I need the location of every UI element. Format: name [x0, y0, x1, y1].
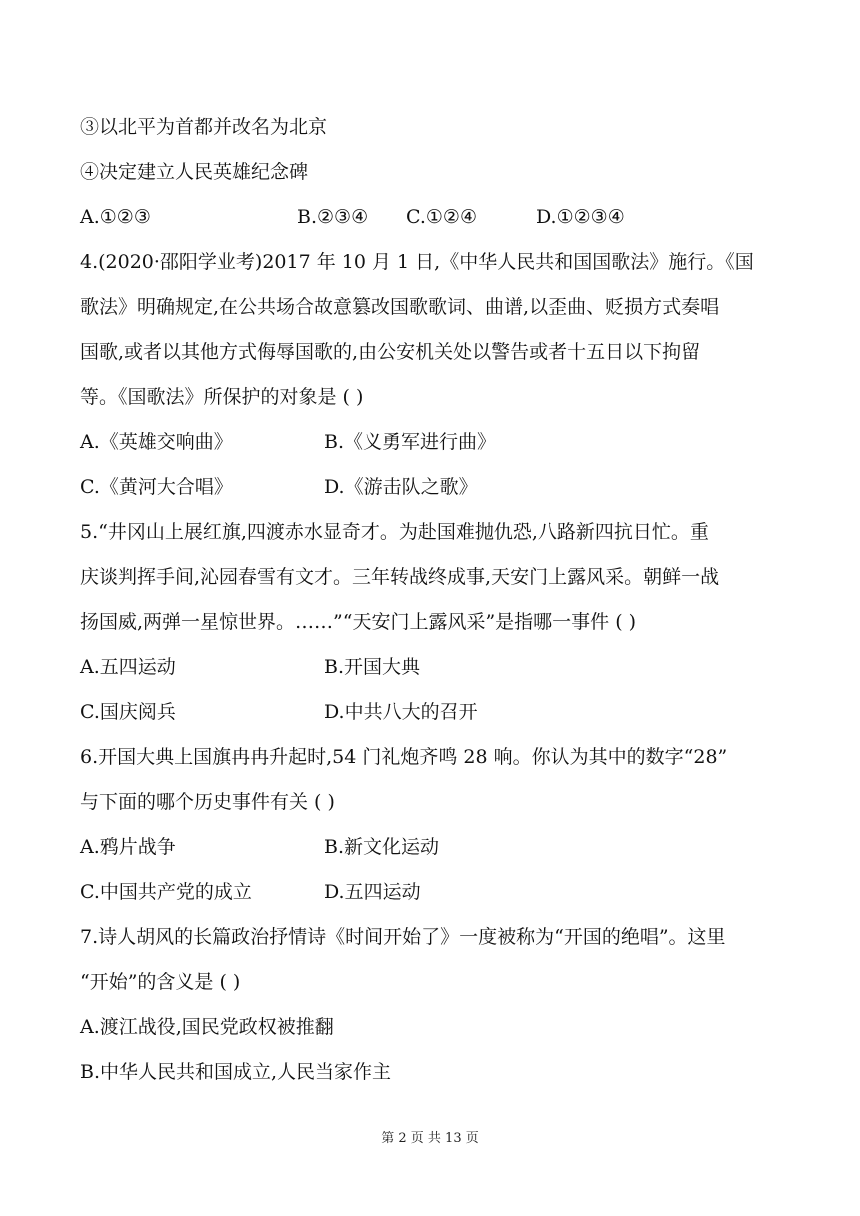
list-item-4: ④决定建立人民英雄纪念碑 [80, 161, 309, 183]
q5-line-2: 庆谈判挥手间,沁园春雪有文才。三年转战终成事,天安门上露风采。朝鲜一战 [80, 566, 720, 588]
q6-option-d: D.五四运动 [324, 881, 421, 903]
q5-line-3: 扬国威,两弹一星惊世界。……”“天安门上露风采”是指哪一事件 ( ) [80, 611, 637, 633]
q6-line-2: 与下面的哪个历史事件有关 ( ) [80, 791, 335, 813]
q5-line-1: 5.“井冈山上展红旗,四渡赤水显奇才。为赴国难抛仇恐,八路新四抗日忙。重 [80, 521, 709, 543]
q4-option-d: D.《游击队之歌》 [324, 476, 478, 498]
q6-line-1: 6.开国大典上国旗冉冉升起时,54 门礼炮齐鸣 28 响。你认为其中的数字“28” [80, 746, 728, 768]
q7-option-a: A.渡江战役,国民党政权被推翻 [80, 1016, 334, 1038]
q4-option-b: B.《义勇军进行曲》 [324, 431, 497, 453]
q6-option-c: C.中国共产党的成立 [80, 881, 252, 903]
q4-option-a: A.《英雄交响曲》 [80, 431, 233, 453]
page-number-footer: 第 2 页 共 13 页 [381, 1131, 479, 1146]
q5-option-d: D.中共八大的召开 [324, 701, 478, 723]
q4-line-2: 歌法》明确规定,在公共场合故意篡改国歌歌词、曲谱,以歪曲、贬损方式奏唱 [80, 296, 720, 318]
q4-line-3: 国歌,或者以其他方式侮辱国歌的,由公安机关处以警告或者十五日以下拘留 [80, 341, 701, 363]
q4-line-4: 等。《国歌法》所保护的对象是 ( ) [80, 386, 364, 408]
q7-line-2: “开始”的含义是 ( ) [80, 971, 241, 993]
q7-line-1: 7.诗人胡风的长篇政治抒情诗《时间开始了》一度被称为“开国的绝唱”。这里 [80, 926, 726, 948]
q4-line-1: 4.(2020·邵阳学业考)2017 年 10 月 1 日,《中华人民共和国国歌法》施行。《国 [80, 251, 754, 273]
q3-option-c: C.①②④ [406, 206, 477, 228]
list-item-3: ③以北平为首都并改名为北京 [80, 116, 328, 138]
q3-option-b: B.②③④ [297, 206, 369, 228]
q3-option-a: A.①②③ [80, 206, 151, 228]
q5-option-b: B.开国大典 [324, 656, 421, 678]
q5-option-a: A.五四运动 [80, 656, 176, 678]
q4-option-c: C.《黄河大合唱》 [80, 476, 233, 498]
q6-option-b: B.新文化运动 [324, 836, 440, 858]
q7-option-b: B.中华人民共和国成立,人民当家作主 [80, 1061, 392, 1083]
q6-option-a: A.鸦片战争 [80, 836, 176, 858]
q3-option-d: D.①②③④ [536, 206, 625, 228]
q5-option-c: C.国庆阅兵 [80, 701, 176, 723]
